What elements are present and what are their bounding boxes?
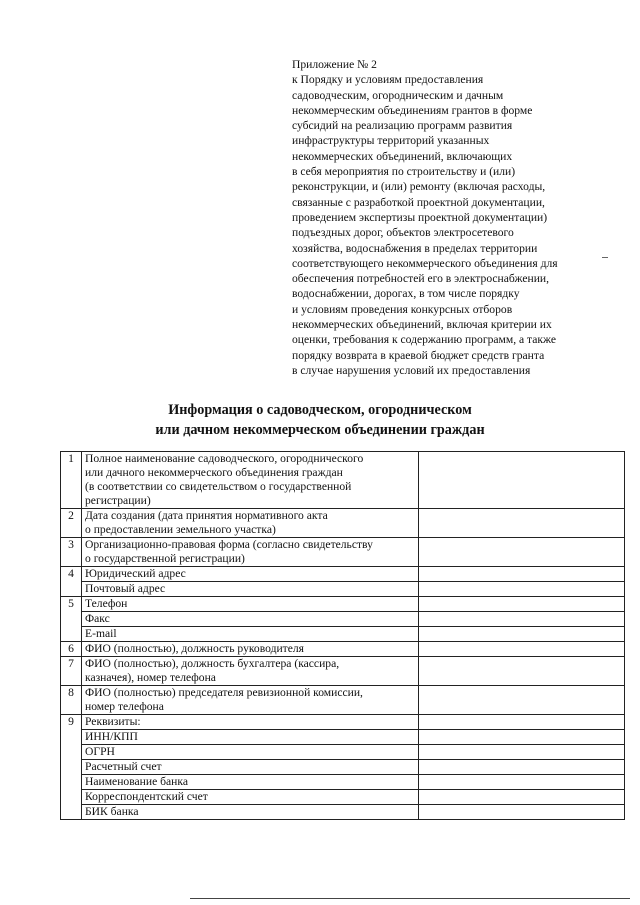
appendix-line: Приложение № 2 [292,58,377,71]
row-label [82,790,419,805]
row-label-line: о государственной регистрации) [85,552,245,565]
row-number: 4 [61,567,82,597]
row-label [82,760,419,775]
appendix-line: проведением экспертизы проектной документации) [292,210,548,224]
row-value-cell[interactable] [419,452,625,509]
row-label-line: ОГРН [85,745,115,758]
table-row [61,745,625,760]
row-label-line: регистрации) [85,494,151,507]
row-label-line: или дачного некоммерческого объединения граждан [85,466,343,479]
row-number: 3 [61,538,82,567]
row-label [82,509,419,538]
table-row [61,657,625,686]
table-row [61,538,625,567]
row-label-line: Факс [85,612,110,625]
row-label-line: о предоставлении земельного участка) [85,523,276,536]
row-label [82,612,419,627]
row-value-cell[interactable] [419,538,625,567]
table-row [61,790,625,805]
appendix-line: обеспечения потребностей его в электроснабжении, [292,272,550,286]
document-title [0,400,640,440]
row-label [82,657,419,686]
appendix-line: к Порядку и условиям предоставления [292,73,484,87]
row-label [82,538,419,567]
row-label-line: Расчетный счет [85,760,162,773]
row-value-cell[interactable] [419,745,625,760]
row-label-line: ФИО (полностью), должность бухгалтера (кассира, [85,657,340,670]
table-row [61,760,625,775]
appendix-line: и условиям проведения конкурсных отборов [292,302,513,316]
appendix-line: садоводческим, огородническим и дачным [292,88,504,102]
row-label-line: Юридический адрес [85,567,186,580]
appendix-line: реконструкции, и (или) ремонту (включая расходы, [292,180,546,194]
row-value-cell[interactable] [419,715,625,730]
row-value-cell[interactable] [419,686,625,715]
table-row [61,642,625,657]
appendix-line: подъездных дорог, объектов электросетевого [292,226,514,240]
row-number: 2 [61,509,82,538]
table-row [61,509,625,538]
appendix-line: в случае нарушения условий их предоставления [292,363,531,377]
row-label [82,775,419,790]
appendix-line: соответствующего некоммерческого объединения для [292,256,558,270]
row-label-line: казначея), номер телефона [85,671,216,684]
row-value-cell[interactable] [419,509,625,538]
row-label-line: Дата создания (дата принятия нормативного акта [85,509,328,522]
title-line-1: Информация о садоводческом, огородническом [168,402,472,418]
appendix-line: водоснабжении, дорогах, в том числе порядку [292,287,520,301]
row-value-cell[interactable] [419,582,625,597]
table-row [61,715,625,730]
row-label-line: Полное наименование садоводческого, огороднического [85,452,364,465]
row-number: 1 [61,452,82,509]
row-label [82,582,419,597]
table-row [61,805,625,820]
appendix-line: хозяйства, водоснабжения в пределах территории [292,241,538,255]
table-row [61,452,625,509]
row-value-cell[interactable] [419,597,625,612]
row-label [82,627,419,642]
row-number: 6 [61,642,82,657]
appendix-line: инфраструктуры территорий указанных [292,134,490,148]
row-label-line: Корреспондентский счет [85,790,208,803]
row-value-cell[interactable] [419,805,625,820]
appendix-line: оценки, требования к содержанию программ, а также [292,333,557,347]
appendix-line: некоммерческим объединениям грантов в форме [292,103,533,117]
info-table-body [61,452,625,820]
row-value-cell[interactable] [419,642,625,657]
row-label [82,715,419,730]
row-label-line: номер телефона [85,700,164,713]
row-label-line: Организационно-правовая форма (согласно свидетельству [85,538,373,551]
appendix-line: связанные с разработкой проектной документации, [292,195,545,209]
table-row [61,567,625,582]
row-value-cell[interactable] [419,567,625,582]
row-number: 8 [61,686,82,715]
row-value-cell[interactable] [419,627,625,642]
appendix-line: субсидий на реализацию программ развития [292,119,513,133]
row-number: 5 [61,597,82,642]
scan-mark [602,257,608,258]
appendix-line: некоммерческих объединений, включая критерии их [292,318,552,332]
info-table [60,451,625,820]
row-label-line: E-mail [85,627,117,640]
table-row [61,612,625,627]
row-value-cell[interactable] [419,775,625,790]
row-label [82,567,419,582]
table-row [61,627,625,642]
row-value-cell[interactable] [419,760,625,775]
row-label [82,686,419,715]
row-label-line: Телефон [85,597,128,610]
row-label [82,745,419,760]
table-row [61,775,625,790]
table-row [61,597,625,612]
row-label-line: БИК банка [85,805,139,818]
row-number: 9 [61,715,82,820]
appendix-header [292,57,592,378]
appendix-line: в себя мероприятия по строительству и (или) [292,165,516,179]
row-label-line: Реквизиты: [85,715,141,728]
row-label [82,730,419,745]
row-value-cell[interactable] [419,790,625,805]
row-label-line: Почтовый адрес [85,582,166,595]
row-label [82,642,419,657]
row-label-line: ИНН/КПП [85,730,138,743]
row-value-cell[interactable] [419,730,625,745]
row-label [82,597,419,612]
row-label-line: ФИО (полностью) председателя ревизионной комиссии, [85,686,363,699]
title-line-2: или дачном некоммерческом объединении граждан [155,422,485,438]
table-row [61,686,625,715]
row-label [82,452,419,509]
row-label [82,805,419,820]
table-row [61,730,625,745]
bottom-rule [190,898,630,899]
row-label-line: (в соответствии со свидетельством о государственной [85,480,352,493]
row-label-line: ФИО (полностью), должность руководителя [85,642,305,655]
row-value-cell[interactable] [419,657,625,686]
row-label-line: Наименование банка [85,775,188,788]
table-row [61,582,625,597]
row-number: 7 [61,657,82,686]
appendix-line: некоммерческих объединений, включающих [292,149,513,163]
appendix-line: порядку возврата в краевой бюджет средств гранта [292,348,545,362]
row-value-cell[interactable] [419,612,625,627]
